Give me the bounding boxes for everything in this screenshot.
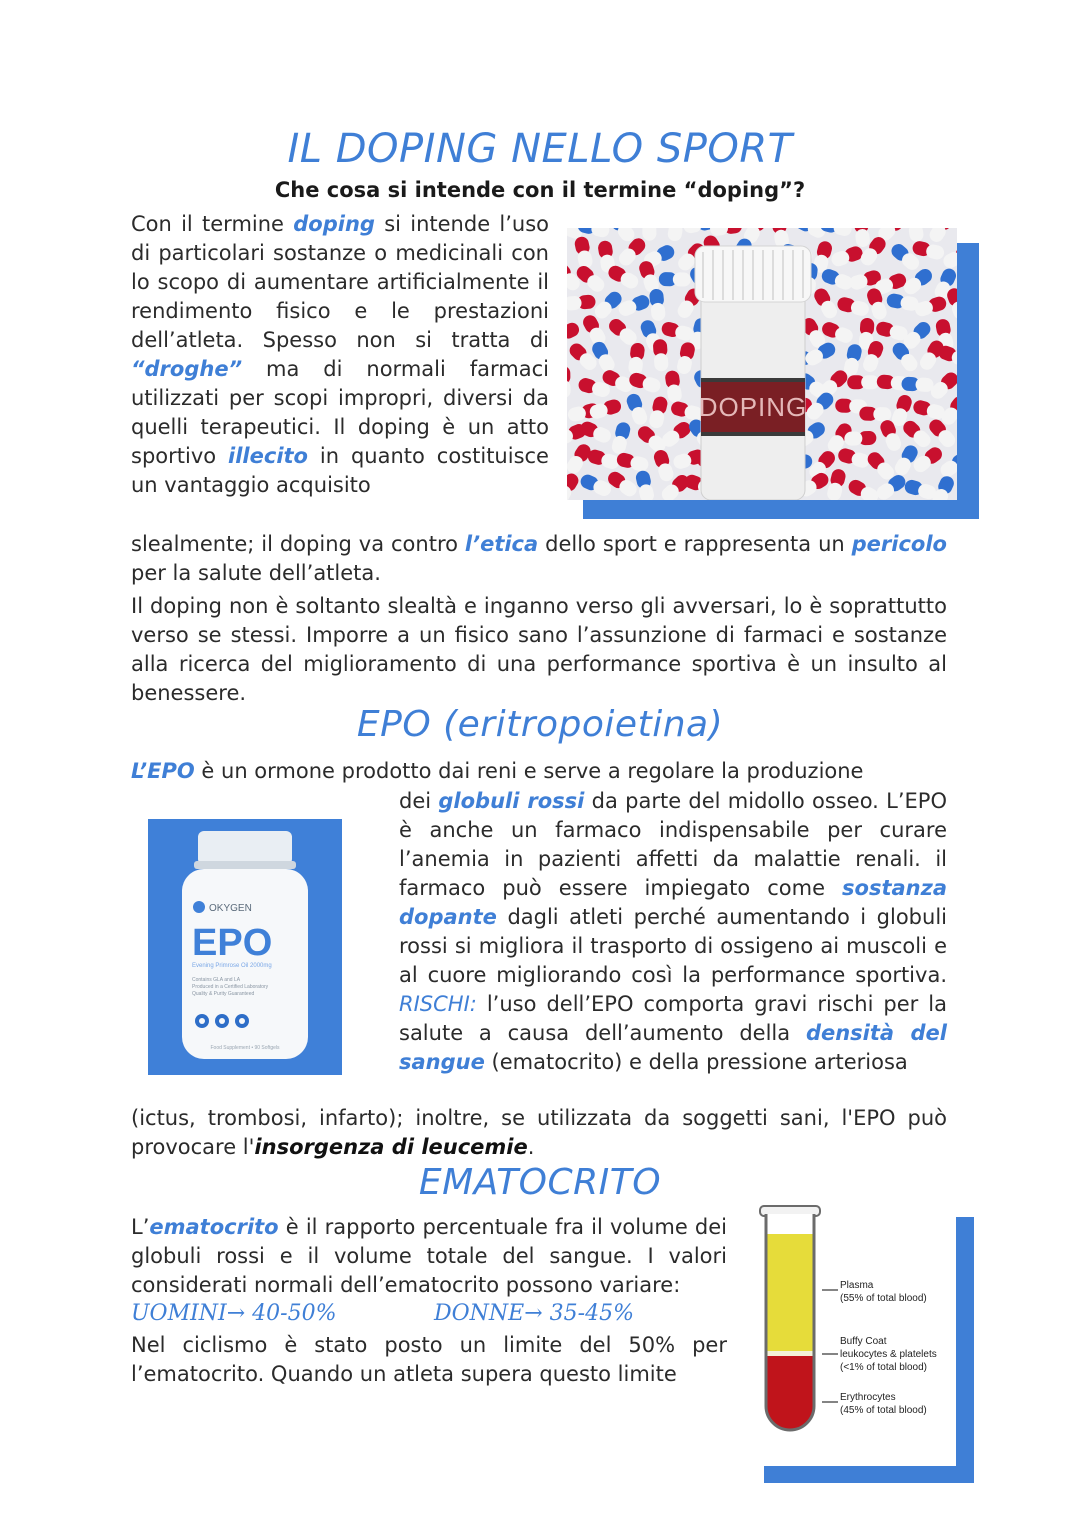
highlight-leucemie: insorgenza di leucemie: [254, 1135, 528, 1159]
intro-text-6: dello sport e rappresenta un: [545, 532, 845, 556]
tube-frame-bar-right: [956, 1217, 974, 1483]
donne-range: DONNE→ 35-45%: [434, 1301, 634, 1326]
highlight-doping: doping: [293, 212, 375, 236]
highlight-rischi: RISCHI:: [399, 992, 477, 1016]
page-title: IL DOPING NELLO SPORT: [287, 126, 793, 172]
epo-text-8: .: [527, 1135, 535, 1159]
epo-bottle-footer: Food Supplement • 90 Softgels: [210, 1045, 280, 1051]
intro-paragraph: [131, 210, 549, 500]
intro-text-5: slealmente; il doping va contro: [131, 532, 458, 556]
label-plasma: Plasma: [840, 1280, 874, 1291]
pills-illustration: [567, 228, 957, 500]
ematocrito-pre: L’: [131, 1215, 150, 1239]
epo-bottle-illustration: [148, 819, 342, 1075]
ematocrito-paragraph-2: Nel ciclismo è stato posto un limite del 50% per l’ematocrito. Quando un atleta supera questo limite: [131, 1333, 727, 1386]
label-erythrocytes-sub: (45% of total blood): [840, 1405, 927, 1416]
ematocrito-title: EMATOCRITO: [418, 1162, 662, 1203]
blood-tube-illustration: [752, 1196, 957, 1464]
epo-text-3: da parte del midollo osseo. L’EPO è anche un farmaco indispensabile per curare l’anemia in pazienti affetti da malattie renali. il farmaco può essere impiegato come: [399, 789, 947, 900]
label-plasma-sub: (55% of total blood): [840, 1293, 927, 1304]
intro-paragraph-cont: [131, 530, 947, 588]
highlight-sostanza: sostanza dopante: [399, 876, 947, 929]
highlight-globuli: globuli rossi: [438, 789, 585, 813]
highlight-pericolo: pericolo: [851, 532, 947, 556]
ematocrito-text-1: è il rapporto percentuale fra il volume dei globuli rossi e il volume totale del sangue. I valori considerati normali dell’ematocrito possono variare:: [131, 1215, 727, 1297]
intro-text-1: Con il termine: [131, 212, 284, 236]
epo-text-1: è un ormone prodotto dai reni e serve a regolare la produzione: [201, 759, 864, 783]
epo-bottle-name: EPO: [192, 922, 273, 964]
epo-brand: OKYGEN: [209, 903, 252, 914]
highlight-densita: densità del sangue: [399, 1021, 947, 1074]
epo-text-2: dei: [399, 789, 432, 813]
intro-text-7: per la salute dell’atleta.: [131, 561, 381, 585]
epo-first-line: [131, 757, 947, 786]
label-buffy: Buffy Coat: [840, 1336, 887, 1347]
epo-title: EPO (eritropoietina): [356, 704, 724, 745]
intro-paragraph-2: Il doping non è soltanto slealtà e inganno verso gli avversari, lo è soprattutto verso se stessi. Imporre a un fisico sano l’assunzione di farmaci e sostanze alla ricerca del miglioramento di una performance sportiva è un insulto al benessere.: [131, 594, 947, 705]
tube-frame-bar-bottom: [764, 1466, 974, 1483]
uomini-range: UOMINI→ 40-50%: [131, 1301, 337, 1326]
epo-bottle-line2: Produced in a Certified Laboratory: [192, 984, 269, 990]
epo-paragraph: [399, 787, 947, 1077]
blood-tube-diagram: [752, 1196, 957, 1464]
highlight-ematocrito: ematocrito: [149, 1215, 279, 1239]
intro-text-4: in quanto costituisce un vantaggio acquisito: [131, 444, 549, 497]
label-buffy-sub2: (<1% of total blood): [840, 1362, 927, 1373]
ematocrito-paragraph: [131, 1213, 727, 1300]
doping-bottle-label: DOPING: [698, 392, 808, 422]
label-erythrocytes: Erythrocytes: [840, 1392, 896, 1403]
intro-text-3: ma di normali farmaci utilizzati per scopi impropri, diversi da quelli terapeutici. Il doping è un atto sportivo: [131, 357, 549, 468]
highlight-illecito: illecito: [228, 444, 308, 468]
epo-bottle-subtitle: Evening Primrose Oil 2000mg: [192, 963, 272, 969]
doping-pills-image: [567, 228, 957, 500]
epo-bottle-line3: Quality & Purity Guaranteed: [192, 991, 255, 997]
highlight-droghe: “droghe”: [131, 357, 243, 381]
label-buffy-sub: leukocytes & platelets: [840, 1349, 937, 1360]
epo-text-6: (ematocrito) e della pressione arteriosa: [491, 1050, 908, 1074]
epo-text-4: dagli atleti perché aumentando i globuli rossi si migliora il trasporto di ossigeno ai muscoli e al cuore migliorando così la performance sportiva.: [399, 905, 947, 987]
question-subtitle: Che cosa si intende con il termine “doping”?: [274, 178, 806, 202]
intro-text-2: si intende l’uso di particolari sostanze o medicinali con lo scopo di aumentare artificialmente il rendimento fisico e le prestazioni dell’atleta. Spesso non si tratta di: [131, 212, 549, 352]
epo-paragraph-cont: [131, 1104, 947, 1162]
epo-bottle-image: [148, 819, 342, 1075]
epo-text-5: l’uso dell’EPO comporta gravi rischi per la salute a causa dell’aumento della: [399, 992, 947, 1045]
highlight-etica: l’etica: [464, 532, 539, 556]
epo-text-7: (ictus, trombosi, infarto); inoltre, se utilizzata da soggetti sani, l'EPO può provocare l': [131, 1106, 947, 1159]
highlight-lepo: L’EPO: [131, 759, 195, 783]
epo-bottle-line1: Contains GLA and LA: [192, 977, 241, 983]
